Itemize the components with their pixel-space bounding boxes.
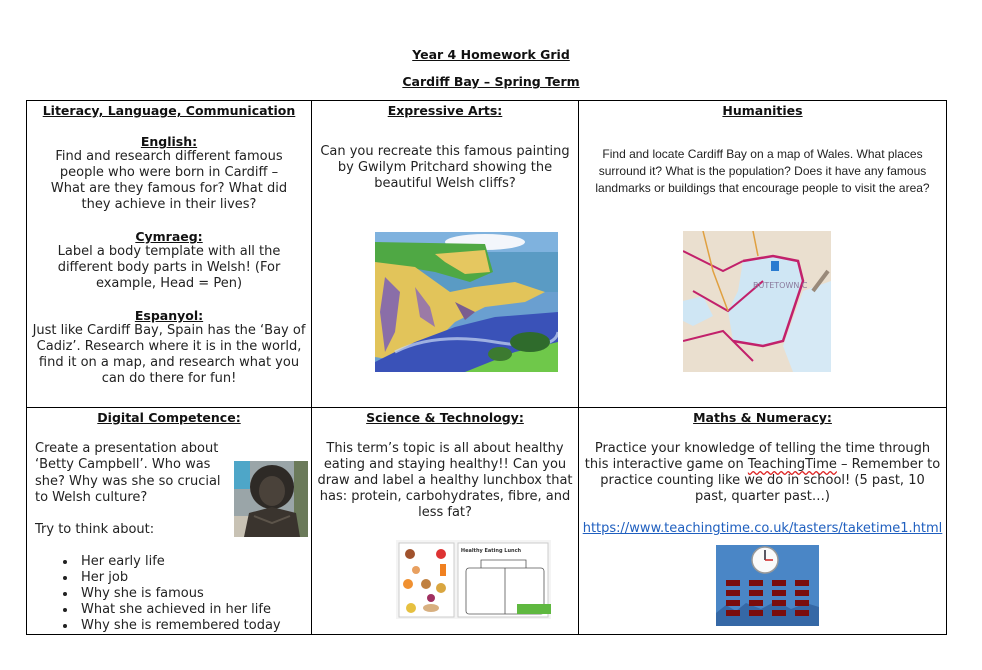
teachingtime-brand: TeachingTime [747,457,837,472]
cell-literacy [27,101,312,408]
cell-digital-competence [27,408,312,635]
science-text: This term’s topic is all about healthy eating and staying healthy!! Can you draw and label a healthy lunchbox that has: protein, carbohydrates, fibre, and less fat? [317,441,573,520]
bullet-item: • Why she is remembered today [77,618,311,634]
digital-heading: Digital Competence: [97,410,241,425]
bullet-item: • Her job [77,570,311,586]
homework-grid [26,100,947,635]
digital-text: Create a presentation about ‘Betty Campbell’. Who was she? Why was she so crucial to Welsh culture? [35,441,221,505]
english-heading: English: [140,134,198,149]
cymraeg-text: Label a body template with all the different body parts in Welsh! (For example, Head = Pen) [57,244,281,291]
cymraeg-heading: Cymraeg: [135,229,203,244]
humanities-heading: Humanities [722,103,803,118]
digital-prompt: Try to think about: [35,522,155,538]
teaching-time-clock-game [716,545,819,626]
maths-text [579,441,946,505]
map-label: BUTETOWN C [753,281,808,290]
bullet-item: • Her early life [77,554,311,570]
literacy-heading: Literacy, Language, Communication [42,103,296,118]
expressive-arts-text: Can you recreate this famous painting by Gwilym Pritchard showing the beautiful Welsh cliffs? [320,144,570,191]
expressive-arts-heading: Expressive Arts: [387,103,503,118]
humanities-text: Find and locate Cardiff Bay on a map of Wales. What places surround it? What is the population? Does it have any famous landmarks or buildings that encourage people to visit the area? [595,147,930,195]
espanyol-heading: Espanyol: [134,308,204,323]
bullet-item: • What she achieved in her life [77,602,311,618]
welsh-cliffs-painting [375,232,558,372]
maths-text-before: Practice your knowledge of telling the time through this interactive game on [584,441,931,472]
worksheet-title: Healthy Eating Lunch [460,548,522,554]
betty-campbell-statue [234,461,308,537]
espanyol-text: Just like Cardiff Bay, Spain has the ‘Bay of Cadiz’. Research where it is in the world, find it on a map, and research what you can do there for fun! [32,323,306,386]
science-heading: Science & Technology: [366,410,524,425]
teachingtime-link[interactable]: https://www.teachingtime.co.uk/tasters/taketime1.html [582,521,943,536]
cell-maths-numeracy [579,408,947,635]
maths-link-row [579,521,946,537]
healthy-lunchbox-worksheet [396,540,551,619]
document-subtitle: Cardiff Bay – Spring Term [402,74,580,89]
cell-humanities [579,101,947,408]
document-title: Year 4 Homework Grid [412,47,570,62]
maths-text-after: – Remember to practice counting like we do in school! (5 past, 10 past, quarter past…) [600,457,941,504]
maths-heading: Maths & Numeracy: [693,410,832,425]
cardiff-bay-map [683,231,831,372]
cell-science-technology [312,408,579,635]
bullet-item: • Why she is famous [77,586,311,602]
english-text: Find and research different famous people who were born in Cardiff – What are they famous for? What did they achieve in their lives? [50,149,288,212]
cell-expressive-arts [312,101,579,408]
digital-bullet-list [27,554,311,634]
